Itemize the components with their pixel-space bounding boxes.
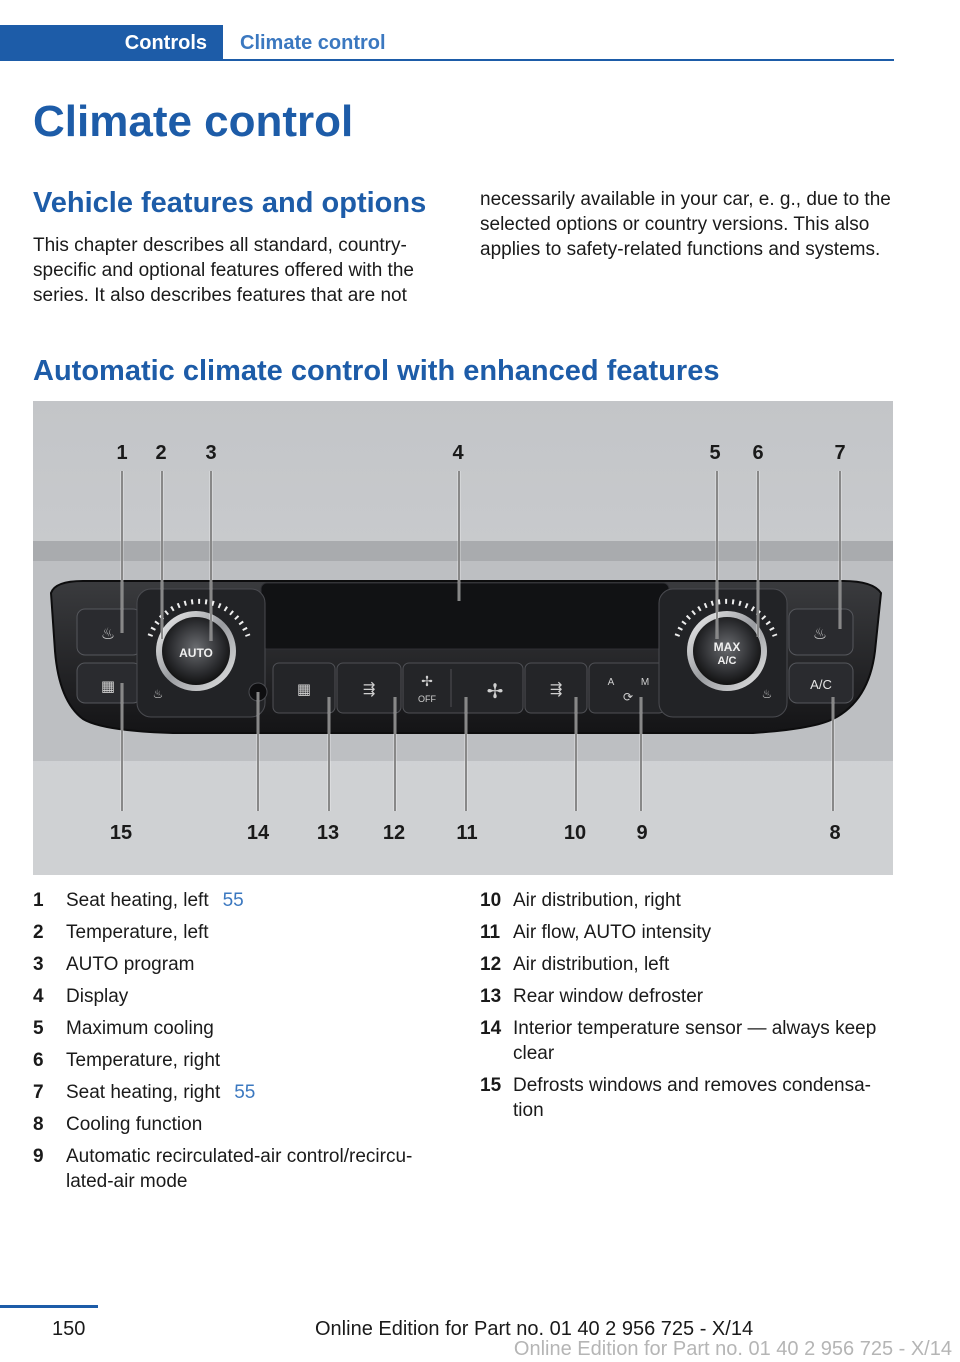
climate-panel-illustration xyxy=(33,401,893,875)
callout-1: 1 xyxy=(116,442,128,464)
vehicle-features-para-left: This chapter describes all standard, country-specific and optional features offered with the series. It also describes features that are not xyxy=(33,235,414,306)
recirc-m-label: M xyxy=(640,677,650,688)
callout-11: 11 xyxy=(456,822,478,844)
watermark: Online Edition for Part no. 01 40 2 956 725 - X/14 xyxy=(513,1338,952,1360)
svg-text:⇶: ⇶ xyxy=(362,680,376,698)
callout-5: 5 xyxy=(709,442,721,464)
fan-off-label: OFF xyxy=(418,694,436,704)
legend-item: 3 AUTO program xyxy=(33,954,195,975)
legend-item: 11 Air flow, AUTO intensity xyxy=(480,922,712,943)
callout-14: 14 xyxy=(246,822,270,844)
vehicle-features-heading: Vehicle features and options xyxy=(33,187,427,219)
svg-text:▦: ▦ xyxy=(100,677,116,695)
callout-13: 13 xyxy=(316,822,340,844)
svg-text:⇶: ⇶ xyxy=(549,680,563,698)
legend-list-left xyxy=(33,888,443,1201)
ac-button-label: A/C xyxy=(810,677,832,692)
page-ref-link[interactable]: 55 xyxy=(234,1082,256,1103)
header-topic-tab[interactable]: Climate control xyxy=(240,31,386,54)
max-knob-label: MAX xyxy=(713,640,741,654)
svg-text:▦: ▦ xyxy=(296,680,312,698)
climate-section-heading: Automatic climate control with enhanced features xyxy=(33,355,720,387)
header-divider xyxy=(223,59,894,61)
svg-text:♨: ♨ xyxy=(761,687,773,701)
page-title: Climate control xyxy=(33,97,354,146)
auto-knob-label: AUTO xyxy=(179,646,213,660)
svg-text:♨: ♨ xyxy=(812,624,828,643)
legend-item: 5 Maximum cooling xyxy=(33,1018,214,1039)
climate-panel-figure xyxy=(33,401,893,875)
svg-text:⟳: ⟳ xyxy=(622,690,634,704)
legend-item: 14 Interior temperature sensor — always keep clear xyxy=(480,1018,877,1064)
legend-item: 7 Seat heating, right 55 xyxy=(33,1082,256,1103)
legend-item: 4 Display xyxy=(33,986,129,1007)
page-ref-link[interactable]: 55 xyxy=(222,890,244,911)
legend-item: 15 Defrosts windows and removes condensa-tion xyxy=(480,1075,872,1121)
callout-2: 2 xyxy=(155,442,167,464)
header-section-tab[interactable]: Controls xyxy=(0,25,223,61)
recirc-a-label: A xyxy=(607,677,615,688)
running-header xyxy=(0,25,894,61)
legend-list-right xyxy=(480,888,894,1130)
legend-item: 9 Automatic recirculated-air control/recircu-lated-air mode xyxy=(33,1146,413,1192)
callout-8: 8 xyxy=(829,822,841,844)
legend-item: 12 Air distribution, left xyxy=(480,954,670,975)
svg-text:♨: ♨ xyxy=(152,687,164,701)
legend-item: 10 Air distribution, right xyxy=(480,890,681,911)
footer-edition: Online Edition for Part no. 01 40 2 956 725 - X/14 xyxy=(315,1318,754,1340)
legend-item: 2 Temperature, left xyxy=(33,922,209,943)
callout-3: 3 xyxy=(205,442,217,464)
callout-9: 9 xyxy=(636,822,648,844)
vehicle-features-para-right: necessarily available in your car, e. g., due to the selected options or country versions. This also applies to safety-related functions and systems. xyxy=(480,189,891,260)
footer-divider xyxy=(0,1305,98,1308)
callout-12: 12 xyxy=(382,822,406,844)
svg-text:✢: ✢ xyxy=(486,679,504,703)
svg-text:♨: ♨ xyxy=(100,624,116,643)
callout-6: 6 xyxy=(752,442,764,464)
callout-4: 4 xyxy=(452,442,464,464)
legend-item: 6 Temperature, right xyxy=(33,1050,221,1071)
svg-text:✢: ✢ xyxy=(421,674,433,690)
legend-item: 8 Cooling function xyxy=(33,1114,203,1135)
callout-7: 7 xyxy=(834,442,846,464)
callout-15: 15 xyxy=(109,822,133,844)
legend-item: 13 Rear window defroster xyxy=(480,986,704,1007)
callout-10: 10 xyxy=(563,822,587,844)
page-number: 150 xyxy=(52,1318,86,1340)
legend-item: 1 Seat heating, left 55 xyxy=(33,890,244,911)
max-ac-knob-label: A/C xyxy=(717,655,737,667)
